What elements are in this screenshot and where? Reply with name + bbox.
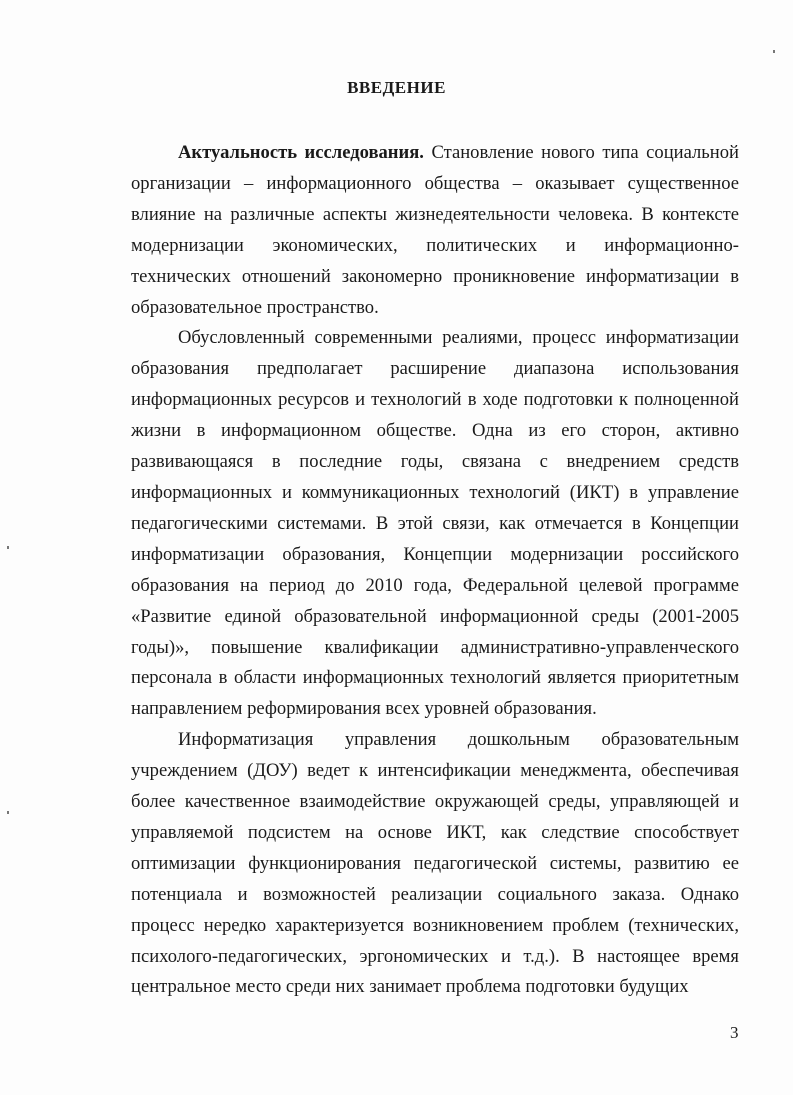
scan-speck — [773, 50, 775, 53]
paragraph-informatization: Обусловленный современными реалиями, процесс информатизации образования предполагает расширение диапазона использования информационных ресурсов и технологий в ходе подготовки к полноценной жизни в информационном обществе. Одна из его сторон, активно развивающаяся в последние годы, связана с внедрением средств информационных и коммуникационных технологий (ИКТ) в управление педагогическими системами. В этой связи, как отмечается в Концепции информатизации образования, Концепции модернизации российского образования на период до 2010 года, Федеральной целевой программе «Развитие единой образовательной информационной среды (2001-2005 годы)», повышение квалификации административно-управленческого персонала в области информационных технологий является приоритетным направлением реформирования всех уровней образования. — [131, 327, 739, 720]
paragraph-text: Становление нового типа социальной организации – информационного общества – оказывает существенное влияние на различные аспекты жизнедеятельности человека. В контексте модернизации экономических, политических и информационно-технических отношений закономерно проникновение информатизации в образовательное пространство. — [131, 142, 739, 318]
page-title: ВВЕДЕНИЕ — [347, 78, 446, 97]
scan-speck — [7, 546, 9, 549]
body-text — [131, 138, 739, 1003]
paragraph-management: Информатизация управления дошкольным образовательным учреждением (ДОУ) ведет к интенсификации менеджмента, обеспечивая более качественное взаимодействие окружающей среды, управляющей и управляемой подсистем на основе ИКТ, как следствие способствует оптимизации функционирования педагогической системы, развитию ее потенциала и возможностей реализации социального заказа. Однако процесс нередко характеризуется возникновением проблем (технических, психолого-педагогических, эргономических и т.д.). В настоящее время центральное место среди них занимает проблема подготовки будущих — [131, 729, 739, 998]
paragraph-lead: Актуальность исследования. — [178, 142, 424, 163]
scan-speck — [7, 811, 9, 814]
page-number: 3 — [730, 1023, 739, 1042]
paragraph-relevance — [131, 138, 739, 323]
